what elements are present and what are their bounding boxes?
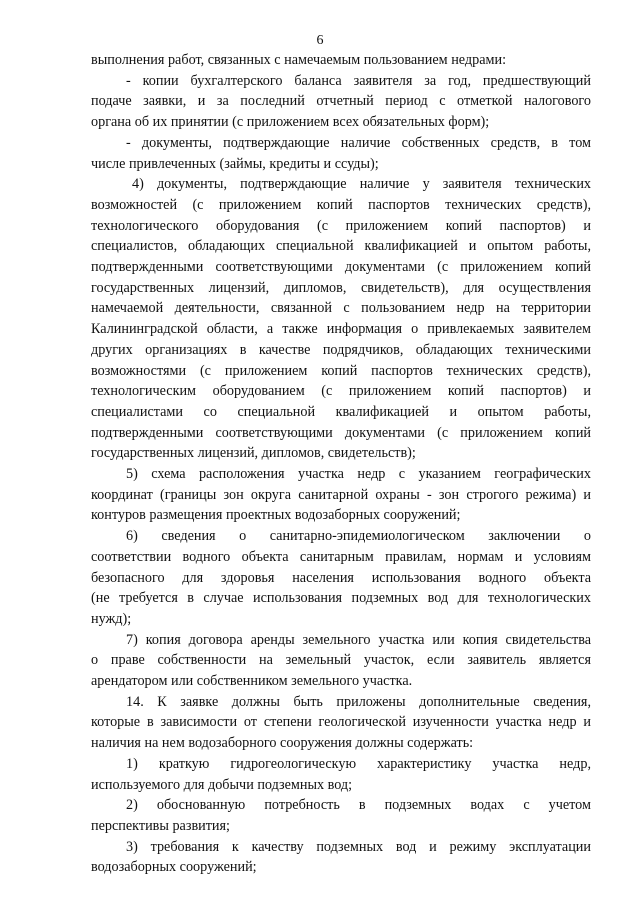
text-line: безопасного для здоровья населения использования водного объекта bbox=[91, 569, 591, 586]
text-line: - документы, подтверждающие наличие собственных средств, в том bbox=[126, 134, 591, 151]
text-line: намечаемой деятельности, связанной с пользованием недр на территории bbox=[91, 300, 591, 317]
text-line: органа об их принятии (с приложением всех обязательных форм); bbox=[91, 114, 490, 131]
text-line: подтвержденными соответствующими документами (с приложением копий bbox=[91, 259, 591, 275]
text-line: государственных лицензий, дипломов, свидетельств); bbox=[91, 445, 416, 462]
text-line: подаче заявки, и за последний отчетный период с отметкой налогового bbox=[91, 93, 591, 110]
text-line: перспективы развития; bbox=[91, 817, 230, 834]
text-line: 7) копия договора аренды земельного участка или копия свидетельства bbox=[126, 631, 591, 648]
text-line: других организациях в качестве подрядчиков, обладающих техническими bbox=[91, 341, 591, 358]
text-line: подтвержденными соответствующими документами (с приложением копий bbox=[91, 424, 591, 441]
text-line: 4) документы, подтверждающие наличие у заявителя технических bbox=[132, 176, 591, 193]
text-line: Калининградской области, а также информация о привлекаемых заявителем bbox=[91, 321, 591, 338]
text-line: - копии бухгалтерского баланса заявителя за год, предшествующий bbox=[126, 72, 591, 89]
text-line: государственных лицензий, дипломов, свидетельств), для осуществления bbox=[91, 279, 591, 296]
text-line: технологического оборудования (с приложением копий паспортов) и bbox=[91, 217, 591, 234]
text-line: 6) сведения о санитарно-эпидемиологическом заключении о bbox=[126, 528, 591, 545]
text-line: выполнения работ, связанных с намечаемым пользованием недрами: bbox=[91, 52, 507, 68]
text-line: о праве собственности на земельный участок, если заявитель является bbox=[91, 652, 591, 669]
text-line: технологическим оборудованием (с приложением копий паспортов) и bbox=[91, 383, 591, 400]
text-line: соответствии водного объекта санитарным правилам, нормам и условиям bbox=[91, 548, 591, 565]
text-line: специалистов, обладающих специальной квалификацией и опытом работы, bbox=[91, 238, 591, 255]
text-line: которые в зависимости от степени геологической изученности участка недр и bbox=[91, 714, 591, 731]
text-line: контуров размещения проектных водозаборных сооружений; bbox=[91, 507, 461, 524]
text-line: специалистами со специальной квалификацией и опытом работы, bbox=[91, 403, 591, 420]
text-line: 5) схема расположения участка недр с указанием географических bbox=[126, 466, 591, 482]
text-line: нужд); bbox=[91, 610, 132, 627]
text-line: (не требуется в случае использования подземных вод для технологических bbox=[91, 590, 591, 607]
text-line: водозаборных сооружений; bbox=[91, 859, 257, 876]
text-line: используемого для добычи подземных вод; bbox=[91, 776, 353, 793]
text-line: наличия на нем водозаборного сооружения должны содержать: bbox=[91, 735, 474, 752]
text-line: возможностей (с приложением копий паспортов технических средств), bbox=[91, 196, 591, 213]
text-line: числе привлеченных (займы, кредиты и ссуды); bbox=[91, 155, 379, 172]
text-line: 14. К заявке должны быть приложены дополнительные сведения, bbox=[126, 693, 591, 710]
text-line: 2) обоснованную потребность в подземных водах с учетом bbox=[126, 797, 591, 814]
text-line: 3) требования к качеству подземных вод и режиму эксплуатации bbox=[126, 838, 591, 855]
text-line: возможностями (с приложением копий паспортов технических средств), bbox=[91, 362, 591, 379]
text-line: координат (границы зон округа санитарной охраны - зон строгого режима) и bbox=[91, 486, 591, 503]
page-number: 6 bbox=[316, 33, 324, 48]
text-line: 1) краткую гидрогеологическую характеристику участка недр, bbox=[126, 755, 591, 772]
text-line: арендатором или собственником земельного участка. bbox=[91, 673, 413, 689]
